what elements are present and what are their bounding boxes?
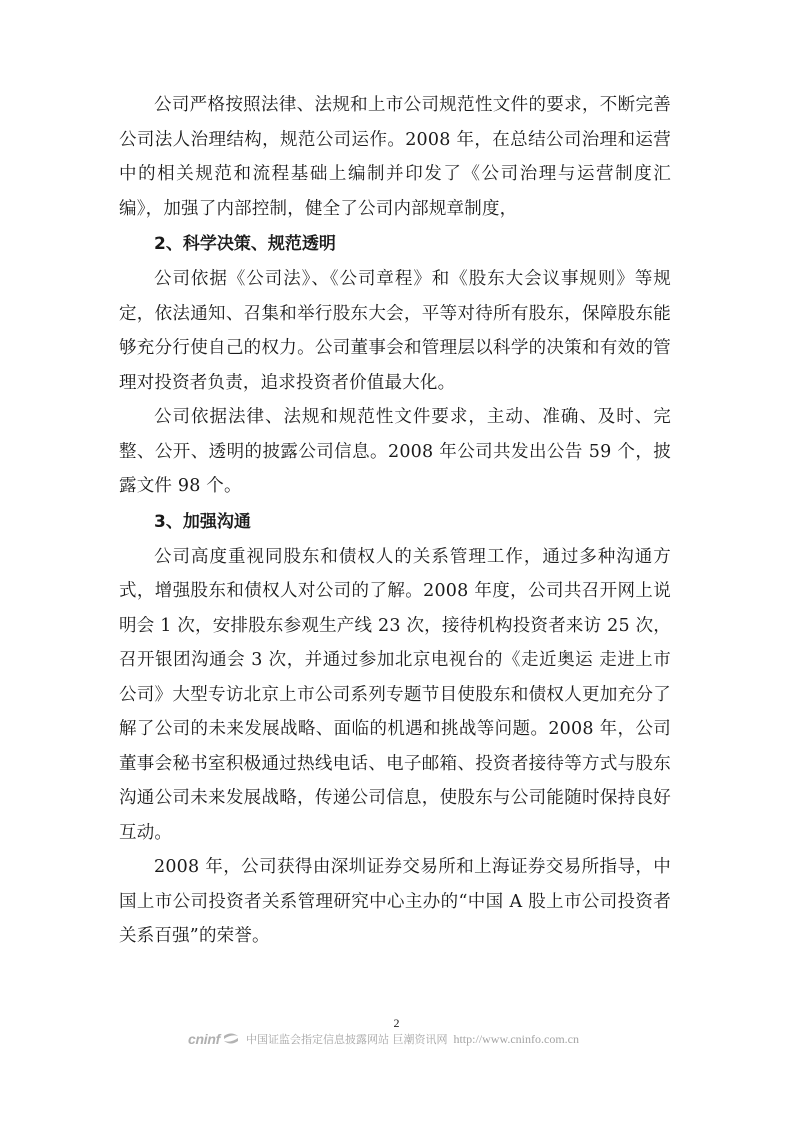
cninfo-logo	[188, 1031, 240, 1047]
page-number: 2	[393, 1016, 400, 1030]
logo-text: cninf	[188, 1031, 220, 1047]
footer-site-name: 中国证监会指定信息披露网站 巨潮资讯网	[245, 1033, 448, 1046]
section-heading-decision: 2、科学决策、规范透明	[154, 234, 336, 254]
page-footer	[188, 1031, 579, 1047]
paragraph-award: 2008 年，公司获得由深圳证券交易所和上海证券交易所指导，中国上市公司投资者关系管理研究中心主办的“中国 A 股上市公司投资者关系百强”的荣誉。	[119, 857, 671, 946]
paragraph-disclosure: 公司依据法律、法规和规范性文件要求，主动、准确、及时、完整、公开、透明的披露公司信息。2008 年公司共发出公告 59 个，披露文件 98 个。	[119, 407, 671, 496]
cninfo-swirl-icon	[222, 1032, 240, 1046]
footer-url[interactable]: http://www.cninfo.com.cn	[453, 1031, 579, 1046]
page-content	[119, 88, 671, 954]
section-heading-communication: 3、加强沟通	[154, 511, 251, 532]
paragraph-governance: 公司严格按照法律、法规和上市公司规范性文件的要求，不断完善公司法人治理结构，规范公司运作。2008 年，在总结公司治理和运营中的相关规范和流程基础上编制并印发了《公司治理与运营制度汇编》，加强了内部控制，健全了公司内部规章制度，	[119, 95, 671, 219]
paragraph-investor-relations: 公司高度重视同股东和债权人的关系管理工作，通过多种沟通方式，增强股东和债权人对公司的了解。2008 年度，公司共召开网上说明会 1 次，安排股东参观生产线 23 次，接待机构投资者来访 25 次，召开银团沟通会 3 次，并通过参加北京电视台的《走近奥运 走进上市公司》大型专访北京上市公司系列专题节目使股东和债权人更加充分了解了公司的未来发展战略、面临的机遇和挑战等问题。2008 年，公司董事会秘书室积极通过热线电话、电子邮箱、投资者接待等方式与股东沟通公司未来发展战略，传递公司信息，使股东与公司能随时保持良好互动。	[119, 546, 671, 843]
paragraph-shareholder-meeting: 公司依据《公司法》、《公司章程》和《股东大会议事规则》等规定，依法通知、召集和举行股东大会，平等对待所有股东，保障股东能够充分行使自己的权力。公司董事会和管理层以科学的决策和有效的管理对投资者负责，追求投资者价值最大化。	[119, 269, 671, 393]
